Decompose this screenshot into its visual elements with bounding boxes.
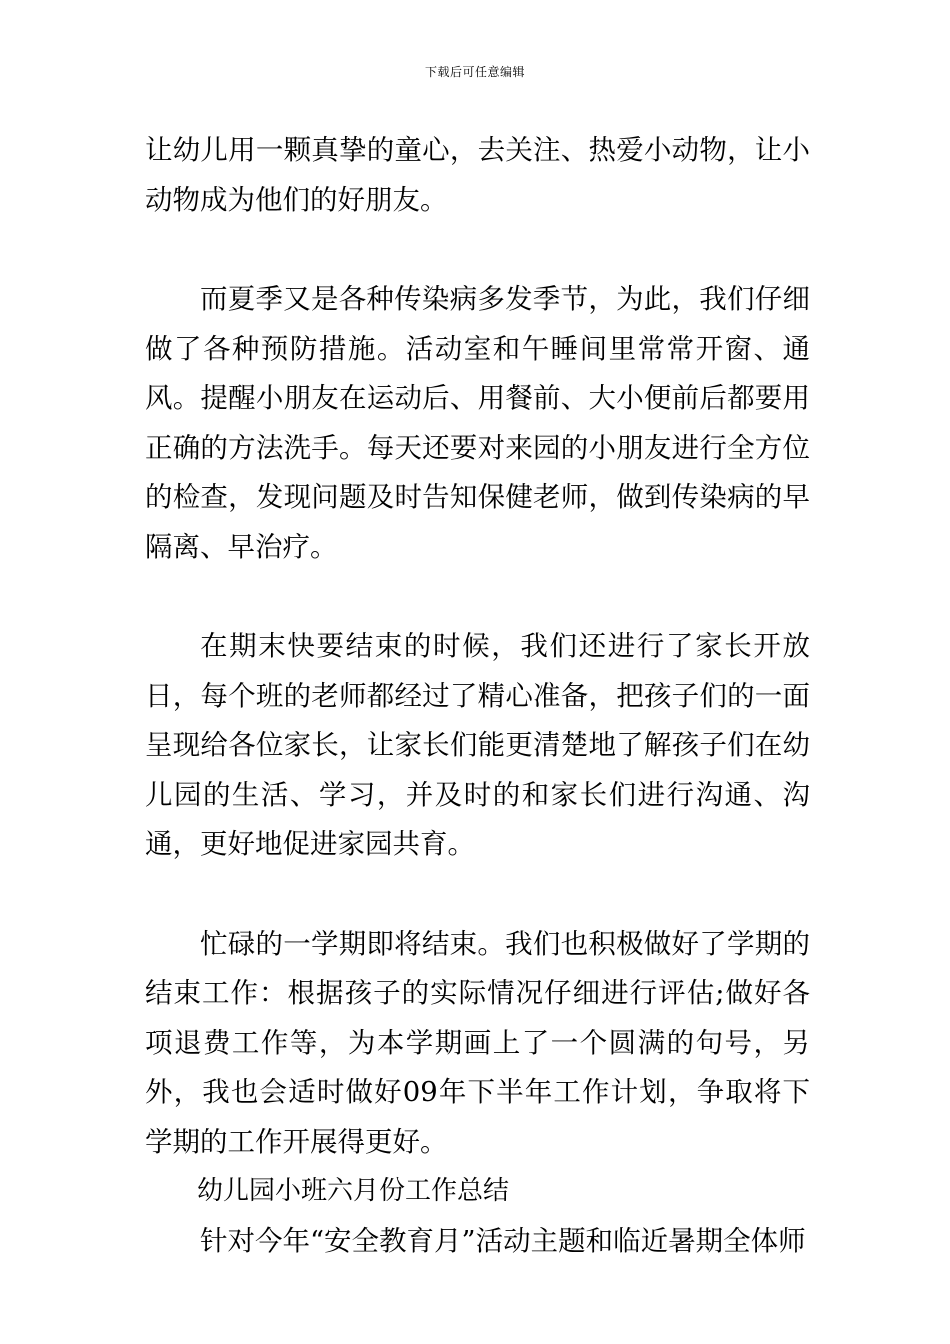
paragraph-5: 针对今年“安全教育月”活动主题和临近暑期全体师 xyxy=(200,1224,806,1257)
paragraph-4: 忙碌的一学期即将结束。我们也积极做好了学期的结束工作：根据孩子的实际情况仔细进行评估;做好各项退费工作等，为本学期画上了一个圆满的句号，另外，我也会适时做好09年下半年工作计划，争取将下学期的工作开展得更好。 xyxy=(145,927,810,1158)
paragraph-2: 而夏季又是各种传染病多发季节，为此，我们仔细做了各种预防措施。活动室和午睡间里常常开窗、通风。提醒小朋友在运动后、用餐前、大小便前后都要用正确的方法洗手。每天还要对来园的小朋友进行全方位的检查，发现问题及时告知保健老师，做到传染病的早隔离、早治疗。 xyxy=(145,283,810,563)
paragraph-3: 在期末快要结束的时候，我们还进行了家长开放日，每个班的老师都经过了精心准备，把孩子们的一面呈现给各位家长，让家长们能更清楚地了解孩子们在幼儿园的生活、学习，并及时的和家长们进行沟通、沟通，更好地促进家园共育。 xyxy=(145,630,810,860)
paragraph-1: 让幼儿用一颗真挚的童心，去关注、热爱小动物，让小动物成为他们的好朋友。 xyxy=(145,134,810,216)
section-title: 幼儿园小班六月份工作总结 xyxy=(197,1176,510,1206)
page-header-note: 下载后可任意编辑 xyxy=(424,65,525,79)
document-body xyxy=(145,126,810,1266)
